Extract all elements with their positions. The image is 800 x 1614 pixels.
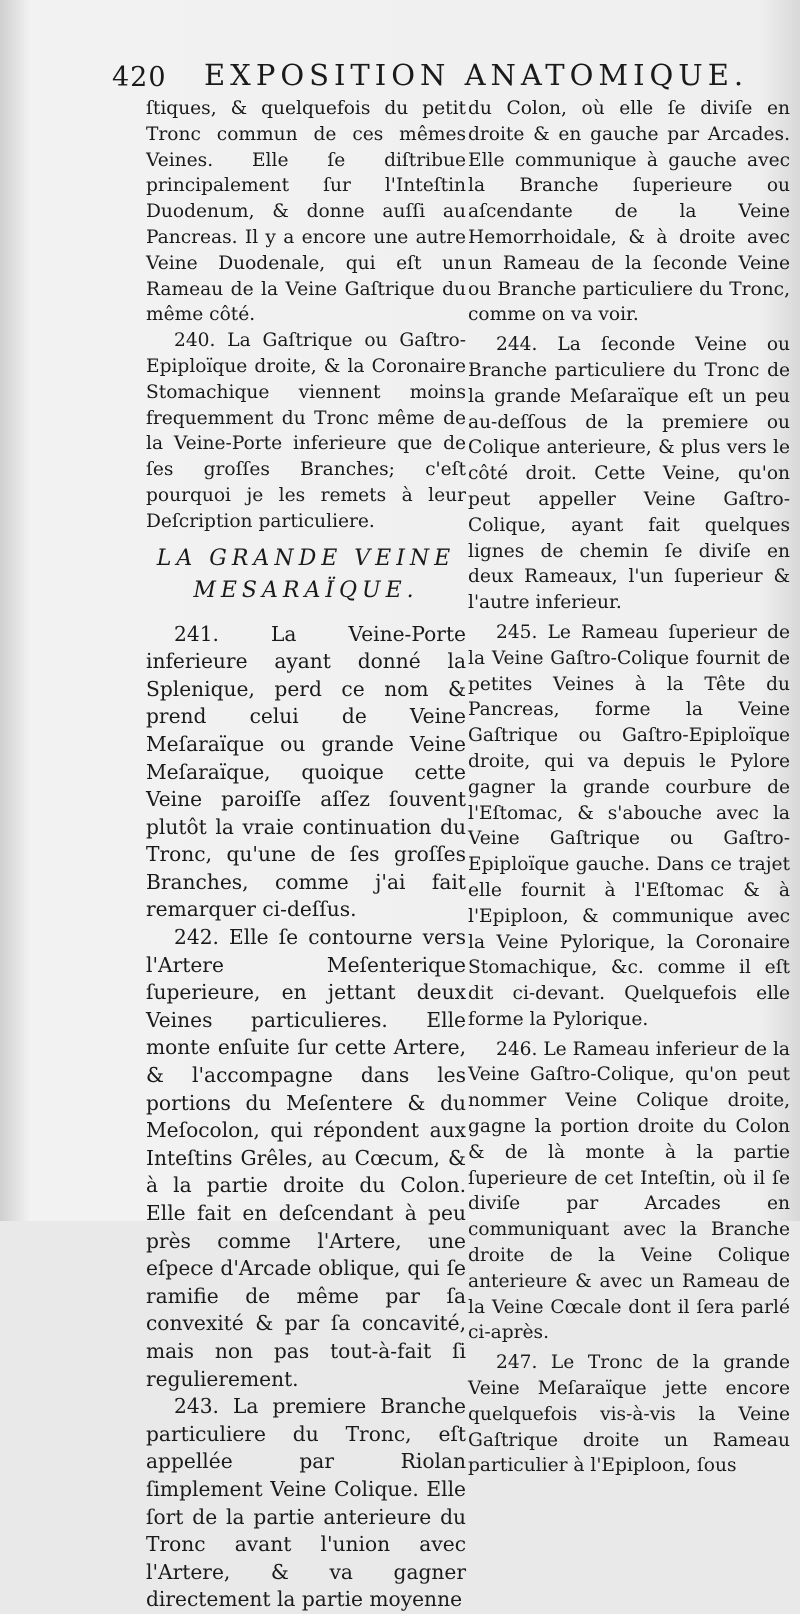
paragraph-247: 247. Le Tronc de la grande Veine Meſaraïque jette encore quelquefois vis-à-vis la Veine Gaſtrique droite un Rameau particulier à l'Epiploon, ſous bbox=[468, 1352, 790, 1477]
paragraph-continuation-right: du Colon, où elle ſe diviſe en droite & en gauche par Arcades. Elle communique à gauche avec la Branche ſuperieure ou aſcendante de la Veine Hemorrhoidale, & à droite avec un Rameau de la ſeconde Veine ou Branche particuliere du Tronc, comme on va voir. bbox=[468, 98, 790, 326]
page-header bbox=[112, 58, 770, 98]
paragraph-243: 243. La premiere Branche particuliere du Tronc, eſt appellée par Riolan ſimplement Veine Colique. Elle ſort de la partie anterieure du Tronc avant l'union avec l'Artere, & va gagner directement la partie moyenne bbox=[146, 1394, 466, 1612]
paragraph-246: 246. Le Rameau inferieur de la Veine Gaſtro-Colique, qu'on peut nommer Veine Colique droite, gagne la portion droite du Colon & de là monte à la partie ſuperieure de cet Inteſtin, où il ſe diviſe par Arcades en communiquant avec la Branche droite de la Veine Colique anterieure & avec un Rameau de la Veine Cœcale dont il ſera parlé ci-après. bbox=[468, 1038, 790, 1344]
paragraph-240: 240. La Gaſtrique ou Gaſtro-Epiploïque droite, & la Coronaire Stomachique viennent moins frequemment du Tronc même de la Veine-Porte inferieure que de ſes groſſes Branches; c'eſt pourquoi je les remets à leur Deſcription particuliere. bbox=[146, 330, 466, 532]
left-column bbox=[146, 96, 466, 1614]
paragraph-241: 241. La Veine-Porte inferieure ayant donné la Splenique, perd ce nom & prend celui de Veine Meſaraïque ou grande Veine Meſaraïque, quoique cette Veine paroiſſe aſſez ſouvent plutôt la vraie continuation du Tronc, qu'une de ſes groſſes Branches, comme j'ai fait remarquer ci-deſſus. bbox=[146, 621, 466, 922]
paragraph-245: 245. Le Rameau ſuperieur de la Veine Gaſtro-Colique fournit de petites Veines à la Tête du Pancreas, forme la Veine Gaſtrique ou Gaſtro-Epiploïque droite, qui va depuis le Pylore gagner la grande courbure de l'Eſtomac, & s'abouche avec la Veine Gaſtrique ou Gaſtro-Epiploïque gauche. Dans ce trajet elle fournit à l'Eſtomac & à l'Epiploon, & communique avec la Veine Pylorique, la Coronaire Stomachique, &c. comme il eſt dit ci-devant. Quelquefois elle forme la Pylorique. bbox=[468, 621, 790, 1030]
paragraph-242: 242. Elle ſe contourne vers l'Artere Meſenterique ſuperieure, en jettant deux Veines particulieres. Elle monte enſuite ſur cette Artere, & l'accompagne dans les portions du Meſentere & du Meſocolon, qui répondent aux Inteſtins Grêles, au Cœcum, & à la partie droite du Colon. Elle fait en deſcendant à peu près comme l'Artere, une eſpece d'Arcade oblique, qui ſe ramifie de même par ſa convexité & par ſa concavité, mais non pas tout-à-fait ſi regulierement. bbox=[146, 925, 466, 1391]
section-heading-line-1: LA GRANDE VEINE bbox=[156, 545, 456, 571]
right-column bbox=[468, 96, 790, 1479]
paragraph-244: 244. La ſeconde Veine ou Branche particuliere du Tronc de la grande Meſaraïque eſt un peu au-deſſous de la premiere ou Colique anterieure, & plus vers le côté droit. Cette Veine, qu'on peut appeller Veine Gaſtro-Colique, ayant fait quelques lignes de chemin ſe diviſe en deux Rameaux, l'un ſuperieur & l'autre inferieur. bbox=[468, 334, 790, 614]
running-head: EXPOSITION ANATOMIQUE. bbox=[204, 58, 749, 92]
section-heading bbox=[146, 543, 466, 607]
section-heading-line-2: MESARAÏQUE. bbox=[193, 577, 419, 603]
page-number: 420 bbox=[112, 62, 167, 93]
paragraph-continuation-left: ſtiques, & quelquefois du petit Tronc commun de ces mêmes Veines. Elle ſe diſtribue principalement ſur l'Inteſtin Duodenum, & donne auſſi au Pancreas. Il y a encore une autre Veine Duodenale, qui eſt un Rameau de la Veine Gaſtrique du même côté. bbox=[146, 98, 466, 326]
